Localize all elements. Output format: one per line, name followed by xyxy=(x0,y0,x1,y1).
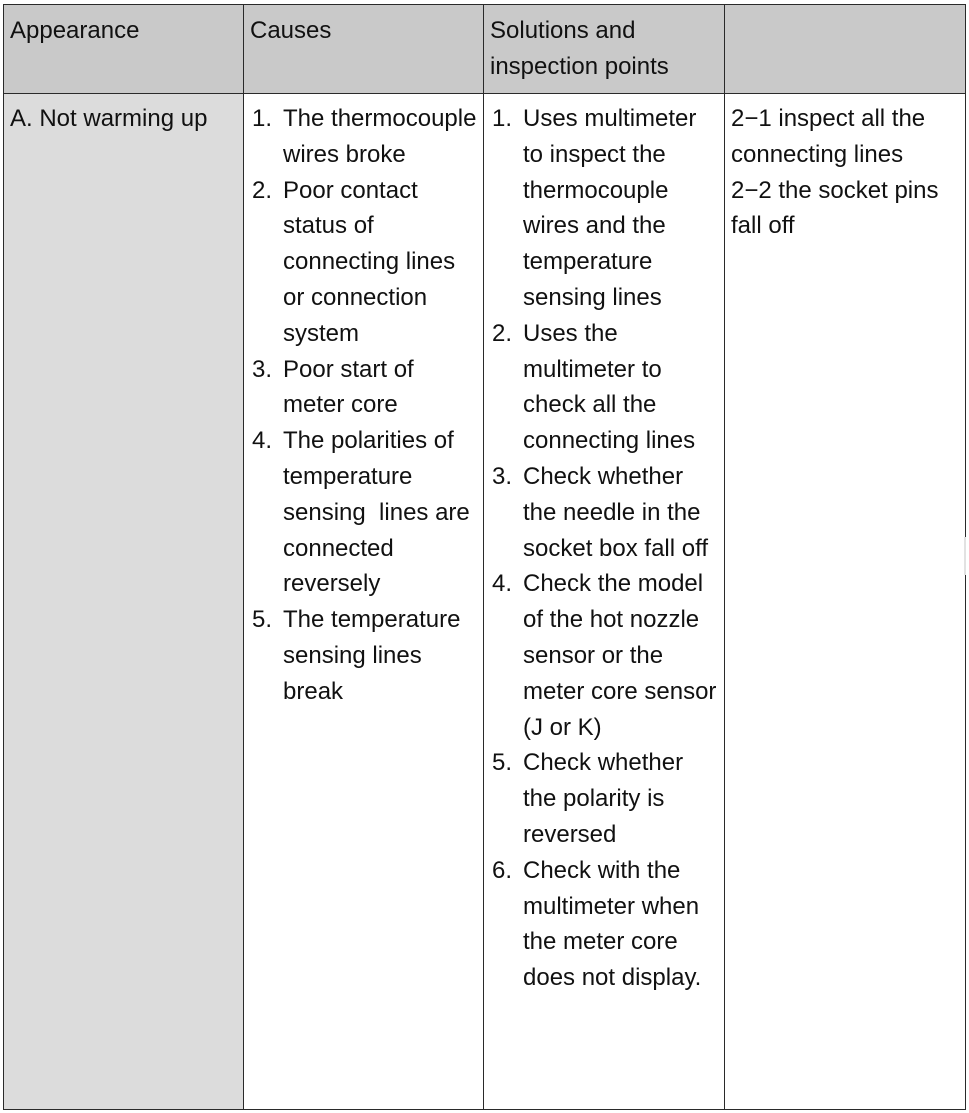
troubleshooting-table xyxy=(3,4,966,1110)
table-row xyxy=(4,94,966,1110)
list-item: 4. Check the model of the hot nozzle sensor or the meter core sensor (J or K) xyxy=(492,570,717,741)
solution-text: Check whether the polarity is reversed xyxy=(523,749,684,848)
header-solutions: Solutions and inspection points xyxy=(484,5,725,94)
cause-text: The polarities of temperature sensing lines are connected reversely xyxy=(283,427,477,598)
header-notes xyxy=(725,5,966,94)
list-item: 1. The thermocouple wires broke xyxy=(252,105,477,168)
list-item: 5. The temperature sensing lines break xyxy=(252,606,461,705)
causes-cell xyxy=(244,94,484,1110)
list-item: 1. Uses multimeter to inspect the thermocouple wires and the temperature sensing lines xyxy=(492,105,697,311)
solution-text: Uses multimeter to inspect the thermocouple wires and the temperature sensing lines xyxy=(523,105,697,311)
list-item: 2. Uses the multimeter to check all the connecting lines xyxy=(492,319,696,455)
note-text: 2−2 the socket pins fall off xyxy=(731,176,939,240)
cause-text: The temperature sensing lines break xyxy=(283,606,461,705)
list-item: 5. Check whether the polarity is reversed xyxy=(492,749,684,848)
edge-mark xyxy=(964,537,966,575)
solution-text: Check whether the needle in the socket box fall off xyxy=(523,462,708,562)
solution-text: Check with the multimeter when the meter core does not display. xyxy=(523,856,702,992)
list-item: 4. The polarities of temperature sensing lines are connected reversely xyxy=(252,427,477,598)
header-row xyxy=(4,5,966,94)
header-appearance: Appearance xyxy=(4,5,244,94)
note-text: 2−1 inspect all the connecting lines xyxy=(731,105,926,168)
cause-text: Poor start of meter core xyxy=(283,355,414,419)
appearance-cell: A. Not warming up xyxy=(4,94,244,1110)
list-item: 2. Poor contact status of connecting lines or connection system xyxy=(252,176,456,347)
cause-text: Poor contact status of connecting lines or connection system xyxy=(283,176,456,347)
solutions-cell xyxy=(484,94,725,1110)
list-item: 6. Check with the multimeter when the meter core does not display. xyxy=(492,856,702,992)
header-causes: Causes xyxy=(244,5,484,94)
solution-text: Check the model of the hot nozzle sensor or the meter core sensor (J or K) xyxy=(523,570,717,741)
solution-text: Uses the multimeter to check all the connecting lines xyxy=(523,319,696,455)
list-item: 3. Poor start of meter core xyxy=(252,355,414,419)
notes-cell xyxy=(725,94,966,1110)
notes-list xyxy=(731,101,959,244)
list-item: 3. Check whether the needle in the socket box fall off xyxy=(492,462,708,562)
causes-list xyxy=(250,101,477,710)
solutions-list xyxy=(490,101,718,996)
cause-text: The thermocouple wires broke xyxy=(283,105,477,168)
